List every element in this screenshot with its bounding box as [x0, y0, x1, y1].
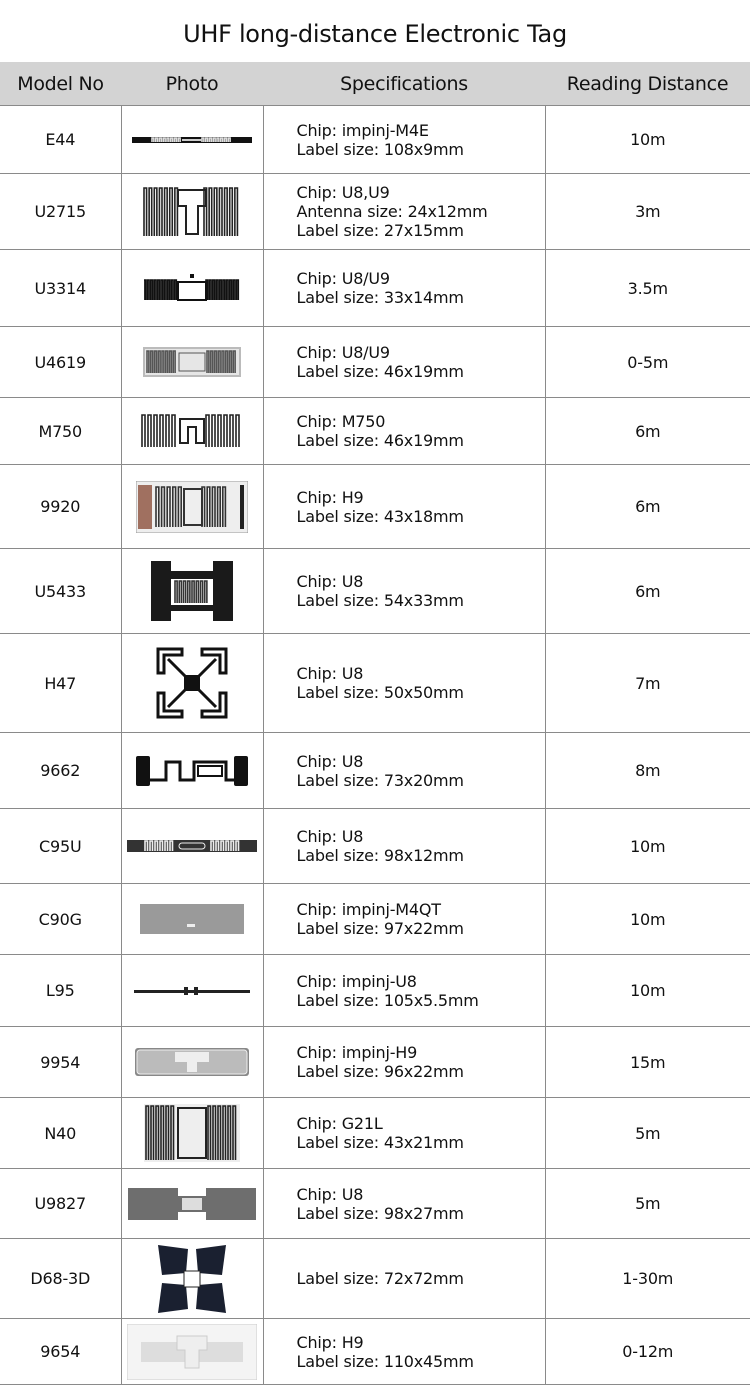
spec-line: Label size: 97x22mm [296, 919, 464, 938]
table-row [0, 733, 750, 809]
spec-line: Chip: G21L [296, 1114, 383, 1133]
spec-line: Chip: U8/U9 [296, 343, 390, 362]
model-no: 9662 [0, 733, 121, 809]
reading-distance: 0-12m [545, 1319, 750, 1385]
specifications [263, 884, 545, 955]
reading-distance: 3.5m [545, 250, 750, 327]
table-header-row [0, 62, 750, 106]
tag-antenna-image [151, 561, 233, 621]
reading-distance: 6m [545, 465, 750, 549]
specifications [263, 733, 545, 809]
tag-photo [121, 733, 263, 809]
table-row [0, 1027, 750, 1098]
tag-photo [121, 884, 263, 955]
model-no: U3314 [0, 250, 121, 327]
tag-photo [121, 1239, 263, 1319]
table-row [0, 1319, 750, 1385]
model-no: M750 [0, 398, 121, 465]
tag-antenna-image [143, 347, 241, 377]
specifications [263, 955, 545, 1027]
reading-distance: 10m [545, 955, 750, 1027]
model-no: U9827 [0, 1169, 121, 1239]
model-no: L95 [0, 955, 121, 1027]
tag-table [0, 62, 750, 1385]
tag-antenna-image [156, 1243, 228, 1315]
tag-photo [121, 398, 263, 465]
tag-photo [121, 1319, 263, 1385]
tag-antenna-image [135, 1048, 249, 1076]
tag-antenna-image [142, 186, 242, 238]
table-row [0, 1239, 750, 1319]
reading-distance: 10m [545, 809, 750, 884]
table-row [0, 955, 750, 1027]
reading-distance: 8m [545, 733, 750, 809]
specifications [263, 1027, 545, 1098]
table-row [0, 465, 750, 549]
table-row [0, 174, 750, 250]
spec-line: Label size: 54x33mm [296, 591, 464, 610]
model-no: 9920 [0, 465, 121, 549]
table-row [0, 250, 750, 327]
model-no: C90G [0, 884, 121, 955]
specifications [263, 327, 545, 398]
tag-antenna-image [144, 1104, 240, 1162]
model-no: N40 [0, 1098, 121, 1169]
reading-distance: 7m [545, 634, 750, 733]
spec-line: Label size: 43x18mm [296, 506, 464, 526]
model-no: U2715 [0, 174, 121, 250]
reading-distance: 10m [545, 884, 750, 955]
spec-line: Chip: impinj-U8 [296, 971, 417, 991]
table-row [0, 549, 750, 634]
table-row [0, 327, 750, 398]
tag-photo [121, 106, 263, 174]
spec-line: Label size: 108x9mm [296, 139, 464, 159]
specifications [263, 250, 545, 327]
reading-distance: 6m [545, 398, 750, 465]
tag-photo [121, 1169, 263, 1239]
tag-photo [121, 1098, 263, 1169]
tag-photo [121, 465, 263, 549]
specifications [263, 398, 545, 465]
specifications [263, 1098, 545, 1169]
spec-line: Label size: 110x45mm [296, 1351, 474, 1371]
tag-photo [121, 1027, 263, 1098]
table-row [0, 809, 750, 884]
spec-line: Chip: U8 [296, 664, 364, 683]
specifications [263, 1319, 545, 1385]
model-no: C95U [0, 809, 121, 884]
spec-line: Chip: impinj-M4QT [296, 900, 441, 919]
spec-line: Chip: H9 [296, 1332, 364, 1352]
tag-photo [121, 634, 263, 733]
spec-line: Label size: 43x21mm [296, 1133, 464, 1152]
reading-distance: 5m [545, 1169, 750, 1239]
specifications [263, 1169, 545, 1239]
spec-line: Chip: impinj-H9 [296, 1043, 418, 1062]
tag-antenna-image [140, 904, 244, 934]
specifications [263, 174, 545, 250]
spec-line: Antenna size: 24x12mm [296, 202, 488, 221]
tag-antenna-image [136, 754, 248, 788]
spec-line: Chip: U8 [296, 1184, 364, 1204]
spec-line: Chip: U8 [296, 572, 364, 591]
tag-antenna-image [140, 413, 244, 449]
spec-line: Label size: 105x5.5mm [296, 990, 479, 1010]
model-no: U5433 [0, 549, 121, 634]
spec-line: Chip: M750 [296, 412, 386, 431]
tag-photo [121, 174, 263, 250]
reading-distance: 0-5m [545, 327, 750, 398]
spec-line: Label size: 98x12mm [296, 846, 464, 865]
tag-antenna-image [132, 134, 252, 146]
table-row [0, 398, 750, 465]
tag-antenna-image [128, 1188, 256, 1220]
table-row [0, 634, 750, 733]
tag-photo [121, 809, 263, 884]
spec-line: Label size: 46x19mm [296, 431, 464, 450]
tag-antenna-image [136, 481, 248, 533]
tag-antenna-image [127, 1324, 257, 1380]
model-no: D68-3D [0, 1239, 121, 1319]
header-model-no: Model No [0, 62, 121, 106]
spec-line: Label size: 73x20mm [296, 770, 464, 790]
table-row [0, 1169, 750, 1239]
reading-distance: 6m [545, 549, 750, 634]
spec-line: Label size: 27x15mm [296, 221, 464, 240]
reading-distance: 5m [545, 1098, 750, 1169]
table-row [0, 884, 750, 955]
reading-distance: 10m [545, 106, 750, 174]
table-row [0, 106, 750, 174]
model-no: E44 [0, 106, 121, 174]
header-specifications: Specifications [263, 62, 545, 106]
reading-distance: 1-30m [545, 1239, 750, 1319]
spec-line: Label size: 72x72mm [296, 1269, 464, 1288]
page-title: UHF long-distance Electronic Tag [183, 20, 567, 48]
spec-line: Chip: H9 [296, 487, 364, 507]
spec-line: Chip: U8,U9 [296, 183, 390, 202]
model-no: 9654 [0, 1319, 121, 1385]
header-photo: Photo [121, 62, 263, 106]
table-row [0, 1098, 750, 1169]
spec-line: Label size: 46x19mm [296, 362, 464, 381]
spec-line: Label size: 50x50mm [296, 683, 464, 702]
reading-distance: 15m [545, 1027, 750, 1098]
spec-line: Chip: U8/U9 [296, 269, 390, 288]
spec-line: Chip: impinj-M4E [296, 120, 429, 140]
tag-antenna-image [144, 274, 240, 302]
model-no: H47 [0, 634, 121, 733]
tag-photo [121, 250, 263, 327]
spec-line: Label size: 33x14mm [296, 288, 464, 307]
header-reading-distance: Reading Distance [545, 62, 750, 106]
specifications [263, 634, 545, 733]
model-no: U4619 [0, 327, 121, 398]
tag-photo [121, 327, 263, 398]
spec-line: Chip: U8 [296, 827, 364, 846]
reading-distance: 3m [545, 174, 750, 250]
spec-line: Label size: 98x27mm [296, 1203, 464, 1223]
specifications [263, 106, 545, 174]
specifications [263, 465, 545, 549]
spec-line: Chip: U8 [296, 751, 364, 771]
tag-antenna-image [134, 987, 250, 995]
tag-antenna-image [127, 838, 257, 854]
specifications [263, 1239, 545, 1319]
specifications [263, 809, 545, 884]
tag-photo [121, 549, 263, 634]
model-no: 9954 [0, 1027, 121, 1098]
tag-photo [121, 955, 263, 1027]
spec-line: Label size: 96x22mm [296, 1062, 464, 1081]
specifications [263, 549, 545, 634]
tag-antenna-image [154, 645, 230, 721]
